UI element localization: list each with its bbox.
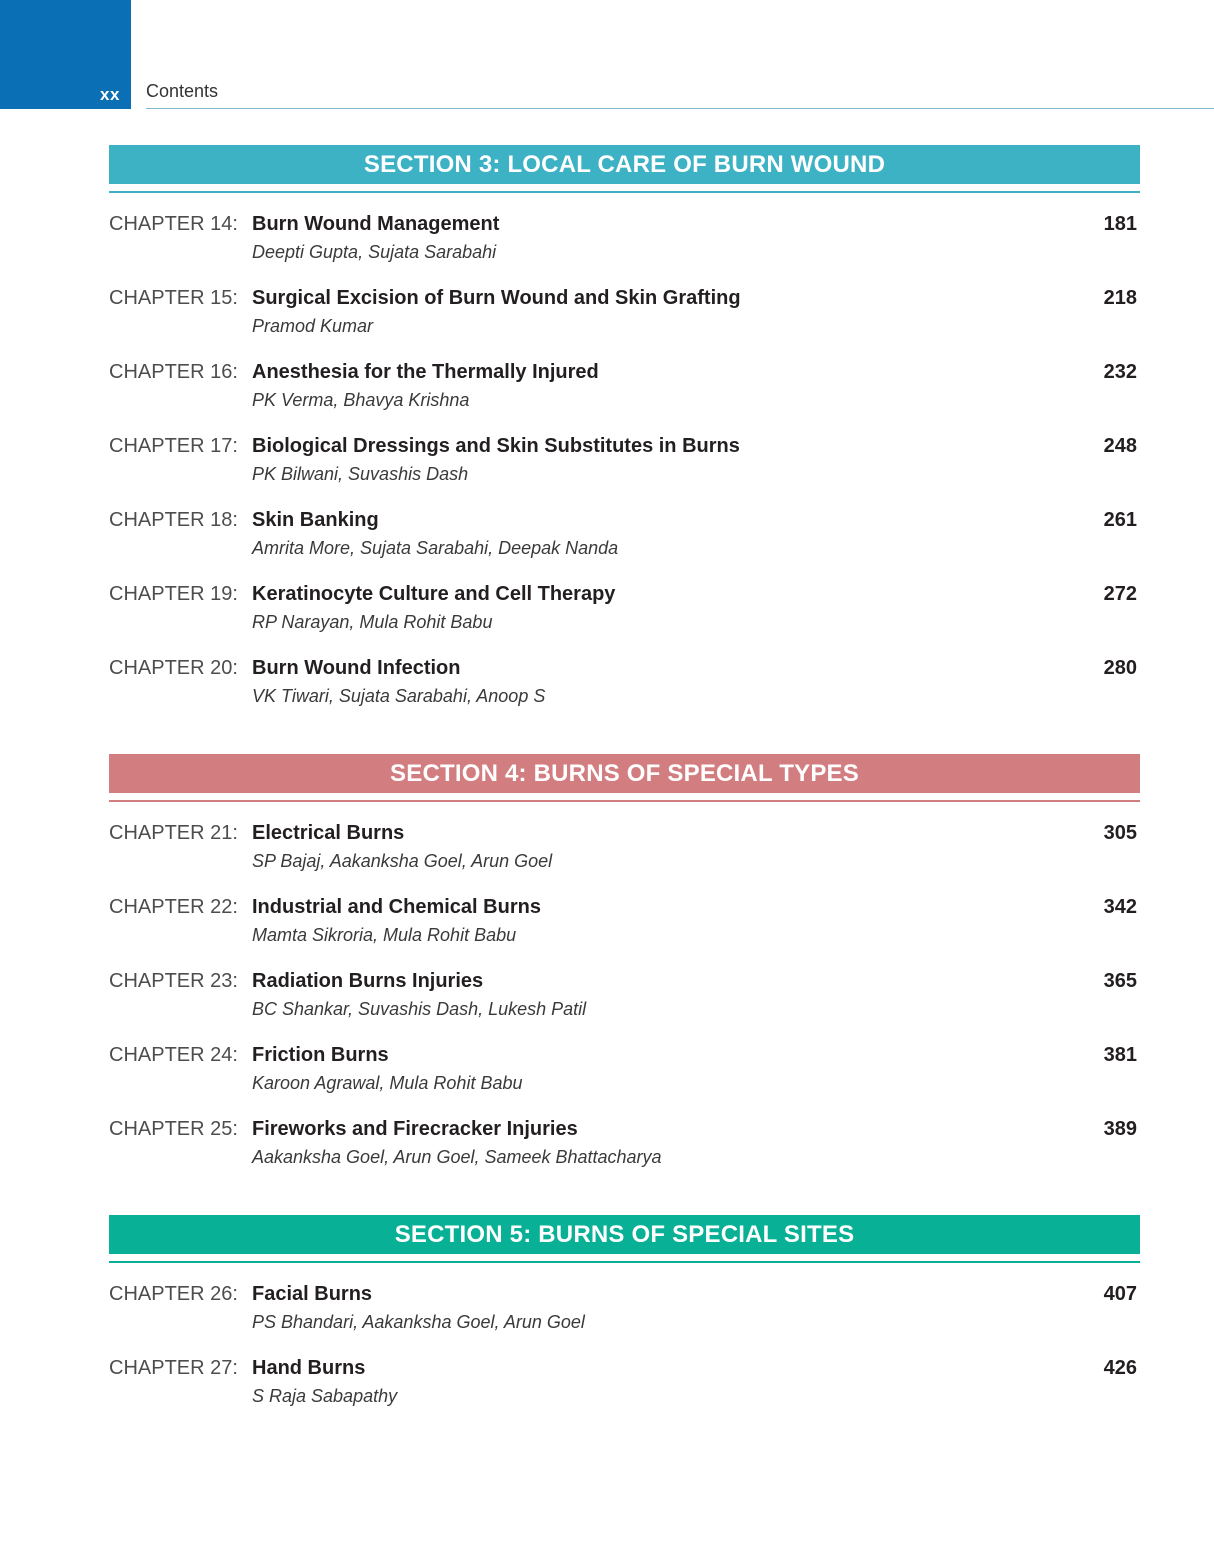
chapter-page: 280 — [1103, 657, 1137, 679]
chapter-label: CHAPTER 21: — [109, 822, 238, 844]
header-rule — [146, 108, 1214, 109]
chapter-authors: PK Verma, Bhavya Krishna — [252, 390, 470, 410]
chapter-page: 181 — [1103, 213, 1137, 235]
chapter-authors: Karoon Agrawal, Mula Rohit Babu — [252, 1073, 523, 1093]
chapter-title[interactable]: Keratinocyte Culture and Cell Therapy — [252, 583, 616, 605]
page-number: xx — [100, 85, 120, 104]
chapter-label: CHAPTER 24: — [109, 1044, 238, 1066]
chapter-title[interactable]: Fireworks and Firecracker Injuries — [252, 1118, 578, 1140]
chapter-entry[interactable] — [109, 1283, 1140, 1343]
chapter-page: 248 — [1103, 435, 1137, 457]
section-rule — [109, 800, 1140, 802]
chapter-label: CHAPTER 27: — [109, 1357, 238, 1379]
chapter-page: 342 — [1103, 896, 1137, 918]
chapter-entry[interactable] — [109, 970, 1140, 1030]
section-rule — [109, 191, 1140, 193]
chapter-title[interactable]: Electrical Burns — [252, 822, 405, 844]
chapter-label: CHAPTER 20: — [109, 657, 238, 679]
chapter-page: 305 — [1103, 822, 1137, 844]
chapter-entry[interactable] — [109, 657, 1140, 717]
chapter-entry[interactable] — [109, 583, 1140, 643]
chapter-authors: RP Narayan, Mula Rohit Babu — [252, 612, 493, 632]
chapter-page: 389 — [1103, 1118, 1137, 1140]
chapter-page: 426 — [1103, 1357, 1137, 1379]
chapter-title[interactable]: Anesthesia for the Thermally Injured — [252, 361, 599, 383]
chapter-title[interactable]: Radiation Burns Injuries — [252, 970, 484, 992]
chapter-label: CHAPTER 15: — [109, 287, 238, 309]
chapter-title[interactable]: Burn Wound Management — [252, 213, 500, 235]
chapter-page: 232 — [1103, 361, 1137, 383]
chapter-entry[interactable] — [109, 509, 1140, 569]
running-head: Contents — [146, 81, 219, 101]
chapter-entry[interactable] — [109, 287, 1140, 347]
section-title: SECTION 5: BURNS OF SPECIAL SITES — [109, 1215, 1140, 1254]
chapter-title[interactable]: Industrial and Chemical Burns — [252, 896, 541, 918]
chapter-label: CHAPTER 17: — [109, 435, 238, 457]
chapter-authors: Deepti Gupta, Sujata Sarabahi — [252, 242, 497, 262]
chapter-title[interactable]: Friction Burns — [252, 1044, 389, 1066]
chapter-entry[interactable] — [109, 361, 1140, 421]
section-rule — [109, 1261, 1140, 1263]
section-4-header — [109, 754, 1140, 802]
chapter-title[interactable]: Facial Burns — [252, 1283, 373, 1305]
chapter-authors: BC Shankar, Suvashis Dash, Lukesh Patil — [252, 999, 587, 1019]
chapter-title[interactable]: Burn Wound Infection — [252, 657, 461, 679]
section-title: SECTION 4: BURNS OF SPECIAL TYPES — [109, 754, 1140, 793]
chapter-page: 381 — [1103, 1044, 1137, 1066]
chapter-page: 365 — [1103, 970, 1137, 992]
chapter-entry[interactable] — [109, 896, 1140, 956]
chapter-label: CHAPTER 16: — [109, 361, 238, 383]
chapter-title[interactable]: Hand Burns — [252, 1357, 366, 1379]
chapter-entry[interactable] — [109, 822, 1140, 882]
chapter-label: CHAPTER 26: — [109, 1283, 238, 1305]
chapter-authors: Mamta Sikroria, Mula Rohit Babu — [252, 925, 517, 945]
chapter-entry[interactable] — [109, 435, 1140, 495]
chapter-label: CHAPTER 23: — [109, 970, 238, 992]
chapter-authors: S Raja Sabapathy — [252, 1386, 398, 1406]
chapter-authors: Amrita More, Sujata Sarabahi, Deepak Nanda — [252, 538, 619, 558]
chapter-label: CHAPTER 18: — [109, 509, 238, 531]
chapter-label: CHAPTER 25: — [109, 1118, 238, 1140]
chapter-title[interactable]: Skin Banking — [252, 509, 379, 531]
chapter-label: CHAPTER 19: — [109, 583, 238, 605]
chapter-entry[interactable] — [109, 1118, 1140, 1178]
chapter-page: 218 — [1103, 287, 1137, 309]
section-3-header — [109, 145, 1140, 193]
section-5-header — [109, 1215, 1140, 1263]
chapter-entry[interactable] — [109, 1357, 1140, 1417]
chapter-page: 407 — [1103, 1283, 1137, 1305]
chapter-entry[interactable] — [109, 1044, 1140, 1104]
chapter-entry[interactable] — [109, 213, 1140, 273]
chapter-authors: VK Tiwari, Sujata Sarabahi, Anoop S — [252, 686, 546, 706]
chapter-authors: PS Bhandari, Aakanksha Goel, Arun Goel — [252, 1312, 585, 1332]
chapter-label: CHAPTER 14: — [109, 213, 238, 235]
chapter-label: CHAPTER 22: — [109, 896, 238, 918]
chapter-page: 261 — [1103, 509, 1137, 531]
chapter-authors: PK Bilwani, Suvashis Dash — [252, 464, 469, 484]
chapter-page: 272 — [1103, 583, 1137, 605]
chapter-title[interactable]: Biological Dressings and Skin Substitutes in Burns — [252, 435, 740, 457]
chapter-authors: SP Bajaj, Aakanksha Goel, Arun Goel — [252, 851, 553, 871]
section-title: SECTION 3: LOCAL CARE OF BURN WOUND — [109, 145, 1140, 184]
chapter-authors: Pramod Kumar — [252, 316, 374, 336]
chapter-authors: Aakanksha Goel, Arun Goel, Sameek Bhattacharya — [252, 1147, 662, 1167]
chapter-title[interactable]: Surgical Excision of Burn Wound and Skin Grafting — [252, 287, 741, 309]
